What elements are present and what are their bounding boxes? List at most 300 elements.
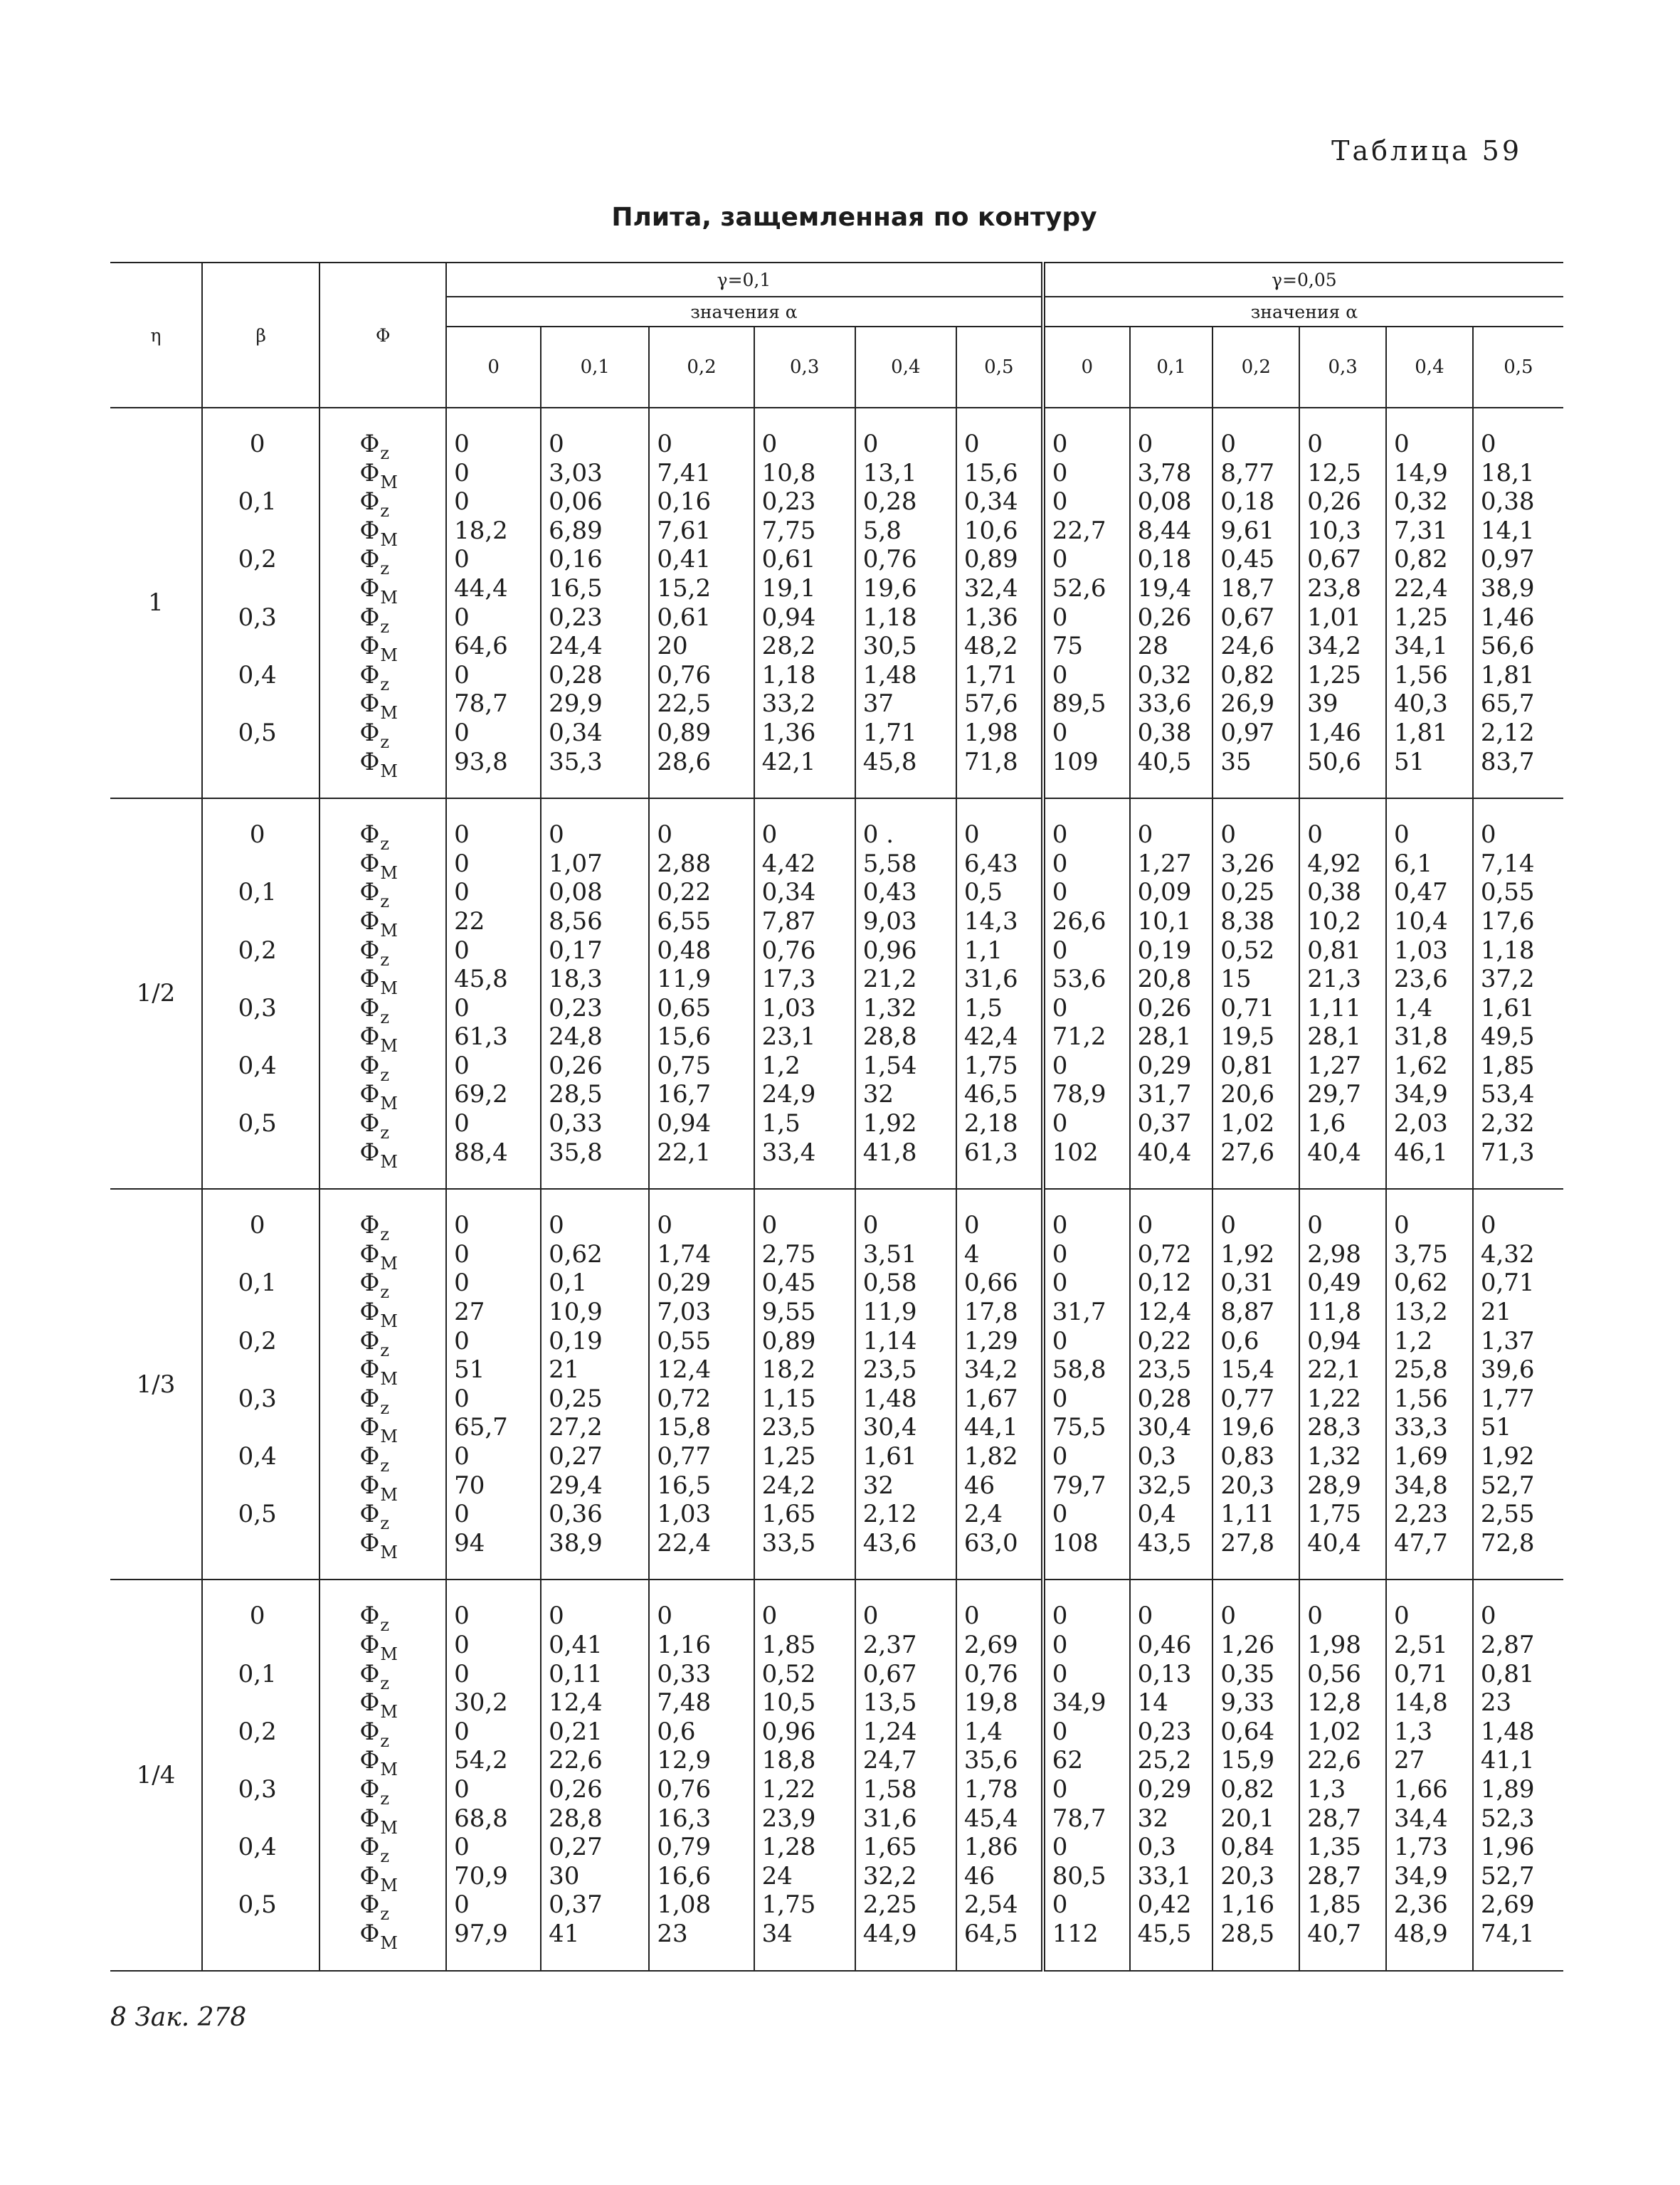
cell-value: 0,18 bbox=[1137, 545, 1192, 574]
cell-value: 1,98 bbox=[963, 718, 1018, 747]
beta-value: 0,3 bbox=[238, 993, 277, 1022]
cell-value: 0 bbox=[1052, 1239, 1068, 1269]
cell-value: 40,4 bbox=[1307, 1138, 1361, 1167]
phi-m-label: $\Phi_M$ bbox=[359, 573, 398, 608]
cell-value: 2,12 bbox=[1480, 718, 1535, 747]
cell-value: 33,5 bbox=[761, 1528, 816, 1557]
phi-z-label: $\Phi_z$ bbox=[359, 1269, 389, 1303]
cell-value: 18,2 bbox=[761, 1355, 816, 1385]
cell-value: 15,4 bbox=[1220, 1355, 1275, 1385]
value-column bbox=[754, 1580, 855, 1970]
cell-value: 28,3 bbox=[1307, 1413, 1361, 1442]
cell-value: 12,8 bbox=[1307, 1688, 1361, 1718]
beta-value: 0,2 bbox=[238, 1326, 277, 1355]
cell-value: 12,9 bbox=[657, 1746, 712, 1775]
cell-value: 0,18 bbox=[1220, 487, 1275, 517]
cell-value: 20 bbox=[657, 632, 688, 661]
phi-z-label: $\Phi_z$ bbox=[359, 1211, 389, 1245]
cell-value: 0 bbox=[454, 1109, 470, 1138]
cell-value: 0,97 bbox=[1480, 545, 1535, 574]
cell-value: 1,67 bbox=[963, 1384, 1018, 1413]
cell-value: 14,9 bbox=[1394, 458, 1448, 487]
cell-value: 35,8 bbox=[549, 1138, 603, 1167]
cell-value: 1,92 bbox=[1220, 1239, 1275, 1269]
cell-value: 0,72 bbox=[657, 1384, 712, 1413]
cell-value: 20,3 bbox=[1220, 1471, 1275, 1500]
eta-value: 1/2 bbox=[110, 798, 202, 1189]
cell-value: 0 bbox=[657, 820, 673, 850]
cell-value: 0,96 bbox=[862, 936, 917, 965]
cell-value: 0 bbox=[1052, 1659, 1068, 1688]
cell-value: 0 bbox=[1307, 430, 1323, 458]
cell-value: 15,6 bbox=[963, 458, 1018, 487]
cell-value: 0 bbox=[454, 878, 470, 907]
cell-value: 83,7 bbox=[1480, 747, 1535, 776]
cell-value: 0,34 bbox=[963, 487, 1018, 517]
cell-value: 0 bbox=[1052, 1602, 1068, 1631]
cell-value: 1,26 bbox=[1220, 1630, 1275, 1659]
cell-value: 46 bbox=[963, 1471, 995, 1500]
beta-value: 0,3 bbox=[238, 1774, 277, 1804]
cell-value: 0,72 bbox=[1137, 1239, 1192, 1269]
cell-value: 0 bbox=[454, 1239, 470, 1269]
cell-value: 1,85 bbox=[761, 1630, 816, 1659]
cell-value: 0 bbox=[761, 1602, 778, 1631]
cell-value: 0,94 bbox=[1307, 1326, 1361, 1355]
cell-value: 2,37 bbox=[862, 1630, 917, 1659]
cell-value: 0,41 bbox=[657, 545, 712, 574]
cell-value: 1,89 bbox=[1480, 1774, 1535, 1804]
cell-value: 0,62 bbox=[1394, 1269, 1448, 1298]
cell-value: 0 bbox=[1480, 1211, 1496, 1240]
cell-value: 64,6 bbox=[454, 632, 508, 661]
value-column bbox=[446, 1580, 541, 1970]
cell-value: 0,3 bbox=[1137, 1833, 1176, 1862]
phi-z-label: $\Phi_z$ bbox=[359, 1051, 389, 1085]
phi-m-label: $\Phi_M$ bbox=[359, 1413, 398, 1447]
cell-value: 2,88 bbox=[657, 849, 712, 878]
cell-value: 21 bbox=[549, 1355, 580, 1385]
cell-value: 0 bbox=[454, 660, 470, 689]
cell-value: 0 bbox=[1052, 1326, 1068, 1355]
cell-value: 1,15 bbox=[761, 1384, 816, 1413]
header-beta: β bbox=[202, 263, 320, 408]
value-column bbox=[1386, 408, 1473, 798]
cell-value: 0 bbox=[1220, 1602, 1237, 1631]
cell-value: 0,1 bbox=[549, 1269, 588, 1298]
cell-value: 4 bbox=[963, 1239, 980, 1269]
beta-value: 0,2 bbox=[238, 1717, 277, 1746]
cell-value: 0 bbox=[1480, 820, 1496, 850]
cell-value: 3,51 bbox=[862, 1239, 917, 1269]
cell-value: 32,4 bbox=[963, 573, 1018, 603]
cell-value: 38,9 bbox=[1480, 573, 1535, 603]
cell-value: 0 bbox=[454, 849, 470, 878]
cell-value: 0,06 bbox=[549, 487, 603, 517]
cell-value: 45,8 bbox=[454, 965, 508, 994]
cell-value: 40,4 bbox=[1307, 1528, 1361, 1557]
cell-value: 48,2 bbox=[963, 632, 1018, 661]
cell-value: 40,7 bbox=[1307, 1919, 1361, 1948]
value-column bbox=[1130, 408, 1213, 798]
cell-value: 50,6 bbox=[1307, 747, 1361, 776]
cell-value: 29,9 bbox=[549, 689, 603, 719]
phi-m-label: $\Phi_M$ bbox=[359, 689, 398, 724]
cell-value: 1,85 bbox=[1307, 1890, 1361, 1920]
cell-value: 0,76 bbox=[657, 660, 712, 689]
cell-value: 15 bbox=[1220, 965, 1252, 994]
value-column bbox=[1043, 1189, 1130, 1580]
cell-value: 0 bbox=[1052, 993, 1068, 1022]
cell-value: 1,02 bbox=[1307, 1717, 1361, 1746]
cell-value: 0,75 bbox=[657, 1051, 712, 1080]
alpha-value: 0,2 bbox=[1213, 327, 1299, 408]
cell-value: 0,11 bbox=[549, 1659, 603, 1688]
cell-value: 1,65 bbox=[862, 1833, 917, 1862]
cell-value: 0 bbox=[761, 430, 778, 458]
cell-value: 22,6 bbox=[1307, 1746, 1361, 1775]
cell-value: 0,33 bbox=[549, 1109, 603, 1138]
phi-m-label: $\Phi_M$ bbox=[359, 906, 398, 941]
cell-value: 10,9 bbox=[549, 1298, 603, 1327]
cell-value: 0,45 bbox=[1220, 545, 1275, 574]
cell-value: 13,1 bbox=[862, 458, 917, 487]
cell-value: 58,8 bbox=[1052, 1355, 1106, 1385]
cell-value: 0,94 bbox=[657, 1109, 712, 1138]
cell-value: 0,67 bbox=[1307, 545, 1361, 574]
cell-value: 22,7 bbox=[1052, 516, 1106, 545]
cell-value: 0,41 bbox=[549, 1630, 603, 1659]
cell-value: 1,03 bbox=[1394, 936, 1448, 965]
cell-value: 16,5 bbox=[549, 573, 603, 603]
cell-value: 0,76 bbox=[761, 936, 816, 965]
phi-m-label: $\Phi_M$ bbox=[359, 458, 398, 492]
cell-value: 0 bbox=[1052, 1833, 1068, 1862]
cell-value: 22,1 bbox=[657, 1138, 712, 1167]
cell-value: 2,18 bbox=[963, 1109, 1018, 1138]
cell-value: 32 bbox=[862, 1080, 894, 1109]
cell-value: 0 bbox=[454, 1500, 470, 1529]
cell-value: 0,96 bbox=[761, 1717, 816, 1746]
alpha-value: 0,5 bbox=[956, 327, 1043, 408]
cell-value: 0,6 bbox=[657, 1717, 696, 1746]
phi-z-label: $\Phi_z$ bbox=[359, 936, 389, 970]
cell-value: 52,7 bbox=[1480, 1471, 1535, 1500]
cell-value: 0,29 bbox=[657, 1269, 712, 1298]
value-column bbox=[754, 1189, 855, 1580]
alpha-value: 0 bbox=[1043, 327, 1130, 408]
cell-value: 0,28 bbox=[549, 660, 603, 689]
cell-value: 10,1 bbox=[1137, 906, 1192, 936]
cell-value: 1,92 bbox=[862, 1109, 917, 1138]
phi-z-label: $\Phi_z$ bbox=[359, 878, 389, 912]
cell-value: 10,2 bbox=[1307, 906, 1361, 936]
cell-value: 74,1 bbox=[1480, 1919, 1535, 1948]
cell-value: 94 bbox=[454, 1528, 485, 1557]
cell-value: 0,56 bbox=[1307, 1659, 1361, 1688]
phi-z-label: $\Phi_z$ bbox=[359, 1500, 389, 1534]
cell-value: 8,38 bbox=[1220, 906, 1275, 936]
cell-value: 0 bbox=[1052, 1211, 1068, 1240]
cell-value: 79,7 bbox=[1052, 1471, 1106, 1500]
cell-value: 0 bbox=[454, 1051, 470, 1080]
cell-value: 37,2 bbox=[1480, 965, 1535, 994]
cell-value: 0,32 bbox=[1394, 487, 1448, 517]
cell-value: 0,36 bbox=[549, 1500, 603, 1529]
cell-value: 21,2 bbox=[862, 965, 917, 994]
cell-value: 0 bbox=[761, 1211, 778, 1240]
cell-value: 8,44 bbox=[1137, 516, 1192, 545]
cell-value: 0 bbox=[1052, 1442, 1068, 1471]
cell-value: 0,49 bbox=[1307, 1269, 1361, 1298]
cell-value: 1,03 bbox=[657, 1500, 712, 1529]
alpha-value: 0,2 bbox=[649, 327, 754, 408]
cell-value: 78,7 bbox=[454, 689, 508, 719]
cell-value: 0 bbox=[454, 1717, 470, 1746]
cell-value: 51 bbox=[1480, 1413, 1512, 1442]
cell-value: 0,09 bbox=[1137, 878, 1192, 907]
value-column bbox=[855, 798, 956, 1189]
cell-value: 0 bbox=[549, 1602, 564, 1631]
cell-value: 5,8 bbox=[862, 516, 902, 545]
cell-value: 0,34 bbox=[761, 878, 816, 907]
cell-value: 1,54 bbox=[862, 1051, 917, 1080]
cell-value: 0,42 bbox=[1137, 1890, 1192, 1920]
cell-value: 1,35 bbox=[1307, 1833, 1361, 1862]
cell-value: 13,2 bbox=[1394, 1298, 1448, 1327]
cell-value: 0 bbox=[1052, 430, 1068, 458]
cell-value: 0,77 bbox=[657, 1442, 712, 1471]
phi-m-label: $\Phi_M$ bbox=[359, 1804, 398, 1838]
cell-value: 18,7 bbox=[1220, 573, 1275, 603]
cell-value: 0 bbox=[1307, 1211, 1323, 1240]
cell-value: 0,46 bbox=[1137, 1630, 1192, 1659]
cell-value: 2,03 bbox=[1394, 1109, 1448, 1138]
cell-value: 6,55 bbox=[657, 906, 712, 936]
eta-group bbox=[110, 408, 1563, 798]
header-gamma-0-05: γ=0,05 bbox=[1043, 263, 1563, 297]
value-column bbox=[754, 798, 855, 1189]
cell-value: 72,8 bbox=[1480, 1528, 1535, 1557]
value-column bbox=[1130, 1580, 1213, 1970]
cell-value: 1,18 bbox=[761, 660, 816, 689]
cell-value: 1,78 bbox=[963, 1774, 1018, 1804]
cell-value: 25,2 bbox=[1137, 1746, 1192, 1775]
cell-value: 1,14 bbox=[862, 1326, 917, 1355]
phi-m-label: $\Phi_M$ bbox=[359, 1919, 398, 1953]
cell-value: 13,5 bbox=[862, 1688, 917, 1718]
cell-value: 27 bbox=[1394, 1746, 1425, 1775]
cell-value: 1,27 bbox=[1307, 1051, 1361, 1080]
cell-value: 4,92 bbox=[1307, 849, 1361, 878]
cell-value: 1,65 bbox=[761, 1500, 816, 1529]
cell-value: 1,11 bbox=[1220, 1500, 1275, 1529]
cell-value: 0,84 bbox=[1220, 1833, 1275, 1862]
cell-value: 27,8 bbox=[1220, 1528, 1275, 1557]
cell-value: 33,6 bbox=[1137, 689, 1192, 719]
value-column bbox=[1213, 1580, 1299, 1970]
cell-value: 1,75 bbox=[963, 1051, 1018, 1080]
cell-value: 0,21 bbox=[549, 1717, 603, 1746]
cell-value: 61,3 bbox=[454, 1022, 508, 1052]
cell-value: 0,89 bbox=[761, 1326, 816, 1355]
phi-column bbox=[319, 408, 446, 798]
cell-value: 52,7 bbox=[1480, 1861, 1535, 1890]
value-column bbox=[649, 1189, 754, 1580]
cell-value: 0 bbox=[1307, 1602, 1323, 1631]
beta-value: 0,1 bbox=[238, 1269, 277, 1298]
cell-value: 0 bbox=[1052, 1269, 1068, 1298]
phi-z-label: $\Phi_z$ bbox=[359, 1833, 389, 1867]
phi-z-label: $\Phi_z$ bbox=[359, 1717, 389, 1751]
cell-value: 1,66 bbox=[1394, 1774, 1448, 1804]
cell-value: 0,26 bbox=[549, 1051, 603, 1080]
value-column bbox=[541, 1580, 649, 1970]
cell-value: 56,6 bbox=[1480, 632, 1535, 661]
cell-value: 0,38 bbox=[1137, 718, 1192, 747]
cell-value: 8,77 bbox=[1220, 458, 1275, 487]
cell-value: 12,4 bbox=[1137, 1298, 1192, 1327]
cell-value: 11,9 bbox=[862, 1298, 917, 1327]
eta-value: 1 bbox=[110, 408, 202, 798]
cell-value: 0,16 bbox=[549, 545, 603, 574]
value-column bbox=[1213, 798, 1299, 1189]
value-column bbox=[1386, 1580, 1473, 1970]
cell-value: 23 bbox=[657, 1919, 688, 1948]
cell-value: 0 bbox=[1220, 430, 1237, 458]
cell-value: 23,9 bbox=[761, 1804, 816, 1833]
cell-value: 1,86 bbox=[963, 1833, 1018, 1862]
cell-value: 0,37 bbox=[1137, 1109, 1192, 1138]
cell-value: 1,82 bbox=[963, 1442, 1018, 1471]
cell-value: 7,48 bbox=[657, 1688, 712, 1718]
cell-value: 8,87 bbox=[1220, 1298, 1275, 1327]
cell-value: 0,26 bbox=[549, 1774, 603, 1804]
cell-value: 34 bbox=[761, 1919, 793, 1948]
cell-value: 34,9 bbox=[1394, 1861, 1448, 1890]
cell-value: 31,8 bbox=[1394, 1022, 1448, 1052]
beta-value: 0,5 bbox=[238, 1109, 277, 1138]
cell-value: 0 bbox=[454, 458, 470, 487]
cell-value: 0,71 bbox=[1480, 1269, 1535, 1298]
cell-value: 0 bbox=[454, 487, 470, 517]
value-column bbox=[1043, 798, 1130, 1189]
cell-value: 2,87 bbox=[1480, 1630, 1535, 1659]
cell-value: 19,4 bbox=[1137, 573, 1192, 603]
phi-m-label: $\Phi_M$ bbox=[359, 1861, 398, 1895]
cell-value: 0,38 bbox=[1307, 878, 1361, 907]
value-column bbox=[1043, 408, 1130, 798]
beta-value: 0 bbox=[249, 820, 265, 850]
phi-z-label: $\Phi_z$ bbox=[359, 545, 389, 579]
alpha-value: 0,3 bbox=[1299, 327, 1386, 408]
cell-value: 48,9 bbox=[1394, 1919, 1448, 1948]
cell-value: 1,75 bbox=[761, 1890, 816, 1920]
cell-value: 1,32 bbox=[862, 993, 917, 1022]
cell-value: 11,9 bbox=[657, 965, 712, 994]
cell-value: 0,12 bbox=[1137, 1269, 1192, 1298]
cell-value: 34,9 bbox=[1052, 1688, 1106, 1718]
cell-value: 32 bbox=[1137, 1804, 1168, 1833]
value-column bbox=[649, 408, 754, 798]
phi-m-label: $\Phi_M$ bbox=[359, 632, 398, 666]
cell-value: 41,1 bbox=[1480, 1746, 1535, 1775]
cell-value: 30,5 bbox=[862, 632, 917, 661]
cell-value: 0 bbox=[1394, 430, 1410, 458]
cell-value: 1,36 bbox=[761, 718, 816, 747]
value-column bbox=[541, 408, 649, 798]
phi-m-label: $\Phi_M$ bbox=[359, 1688, 398, 1723]
cell-value: 2,69 bbox=[1480, 1890, 1535, 1920]
cell-value: 7,14 bbox=[1480, 849, 1535, 878]
phi-z-label: $\Phi_z$ bbox=[359, 603, 389, 637]
cell-value: 0,94 bbox=[761, 603, 816, 632]
phi-z-label: $\Phi_z$ bbox=[359, 1326, 389, 1360]
cell-value: 0,26 bbox=[1307, 487, 1361, 517]
cell-value: 0,3 bbox=[1137, 1442, 1176, 1471]
cell-value: 0 bbox=[1137, 820, 1153, 850]
cell-value: 8,56 bbox=[549, 906, 603, 936]
cell-value: 40,5 bbox=[1137, 747, 1192, 776]
phi-m-label: $\Phi_M$ bbox=[359, 1022, 398, 1057]
cell-value: 25,8 bbox=[1394, 1355, 1448, 1385]
cell-value: 75 bbox=[1052, 632, 1084, 661]
cell-value: 54,2 bbox=[454, 1746, 508, 1775]
cell-value: 0 bbox=[454, 603, 470, 632]
cell-value: 0 bbox=[454, 430, 470, 458]
cell-value: 22,4 bbox=[657, 1528, 712, 1557]
cell-value: 16,7 bbox=[657, 1080, 712, 1109]
cell-value: 43,5 bbox=[1137, 1528, 1192, 1557]
beta-value: 0,1 bbox=[238, 1659, 277, 1688]
cell-value: 0,31 bbox=[1220, 1269, 1275, 1298]
cell-value: 0,26 bbox=[1137, 603, 1192, 632]
cell-value: 39,6 bbox=[1480, 1355, 1535, 1385]
cell-value: 19,1 bbox=[761, 573, 816, 603]
beta-column bbox=[202, 1580, 320, 1970]
phi-z-label: $\Phi_z$ bbox=[359, 1659, 389, 1693]
cell-value: 69,2 bbox=[454, 1080, 508, 1109]
beta-value: 0,1 bbox=[238, 878, 277, 907]
cell-value: 1,29 bbox=[963, 1326, 1018, 1355]
cell-value: 1,46 bbox=[1480, 603, 1535, 632]
cell-value: 1,4 bbox=[1394, 993, 1433, 1022]
cell-value: 0,19 bbox=[1137, 936, 1192, 965]
phi-m-label: $\Phi_M$ bbox=[359, 1080, 398, 1114]
cell-value: 1,98 bbox=[1307, 1630, 1361, 1659]
cell-value: 1,81 bbox=[1480, 660, 1535, 689]
cell-value: 51 bbox=[1394, 747, 1425, 776]
cell-value: 0,29 bbox=[1137, 1774, 1192, 1804]
cell-value: 44,4 bbox=[454, 573, 508, 603]
phi-m-label: $\Phi_M$ bbox=[359, 747, 398, 781]
cell-value: 11,8 bbox=[1307, 1298, 1361, 1327]
cell-value: 0 bbox=[1052, 1051, 1068, 1080]
cell-value: 9,03 bbox=[862, 906, 917, 936]
header-alpha-values-1: значения α bbox=[446, 297, 1043, 327]
cell-value: 7,61 bbox=[657, 516, 712, 545]
beta-value: 0,3 bbox=[238, 1384, 277, 1413]
cell-value: 1,2 bbox=[1394, 1326, 1433, 1355]
cell-value: 0,48 bbox=[657, 936, 712, 965]
cell-value: 6,43 bbox=[963, 849, 1018, 878]
alpha-value: 0,1 bbox=[1130, 327, 1213, 408]
cell-value: 39 bbox=[1307, 689, 1338, 719]
beta-value: 0 bbox=[249, 1602, 265, 1631]
cell-value: 1,36 bbox=[963, 603, 1018, 632]
cell-value: 0 bbox=[454, 1774, 470, 1804]
value-column bbox=[446, 798, 541, 1189]
